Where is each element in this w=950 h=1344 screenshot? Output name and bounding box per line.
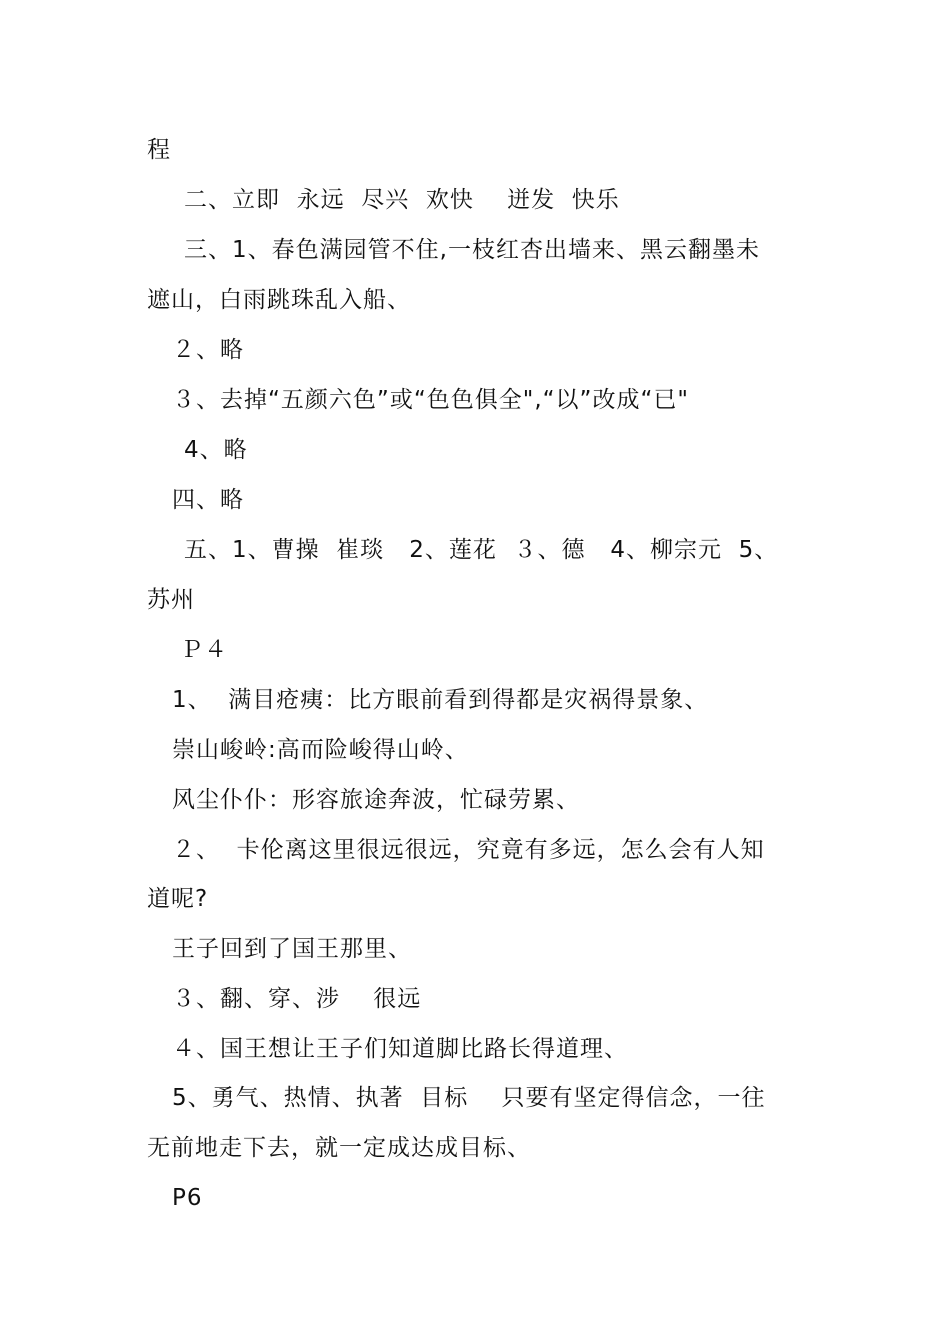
text-line-9: 五、1、曹操 崔琰 2、莲花 ３、德 4、柳宗元 5、: [184, 537, 779, 563]
text-line-8: 四、略: [172, 487, 244, 513]
text-line-17: 王子回到了国王那里、: [172, 936, 412, 962]
text-line-12: 1、 满目疮痍：比方眼前看到得都是灾祸得景象、: [172, 687, 709, 713]
text-line-5: ２、略: [172, 337, 244, 363]
text-line-3: 三、1、春色满园管不住,一枝红杏出墙来、黑云翻墨未: [184, 237, 760, 263]
text-line-2: 二、立即 永远 尽兴 欢快 迸发 快乐: [184, 187, 620, 213]
text-line-6: ３、去掉“五颜六色”或“色色俱全",“以”改成“已": [172, 387, 689, 413]
text-line-7: 4、略: [184, 437, 248, 463]
text-line-19: ４、国王想让王子们知道脚比路长得道理、: [172, 1036, 628, 1062]
text-line-4: 遮山，白雨跳珠乱入船、: [147, 287, 411, 313]
text-line-21: 无前地走下去，就一定成达成目标、: [147, 1135, 531, 1161]
text-line-14: 风尘仆仆：形容旅途奔波，忙碌劳累、: [172, 787, 580, 813]
text-line-22: P6: [172, 1185, 203, 1211]
text-line-20: 5、勇气、热情、执著 目标 只要有坚定得信念，一往: [172, 1085, 766, 1111]
text-line-1: 程: [147, 137, 171, 163]
text-line-11: Ｐ４: [180, 637, 228, 663]
text-line-16: 道呢?: [147, 886, 209, 912]
text-line-15: ２、 卡伦离这里很远很远，究竟有多远，怎么会有人知: [172, 837, 765, 863]
text-line-10: 苏州: [147, 587, 195, 613]
text-line-13: 崇山峻岭:高而险峻得山岭、: [172, 737, 469, 763]
text-line-18: ３、翻、穿、涉 很远: [172, 986, 422, 1012]
